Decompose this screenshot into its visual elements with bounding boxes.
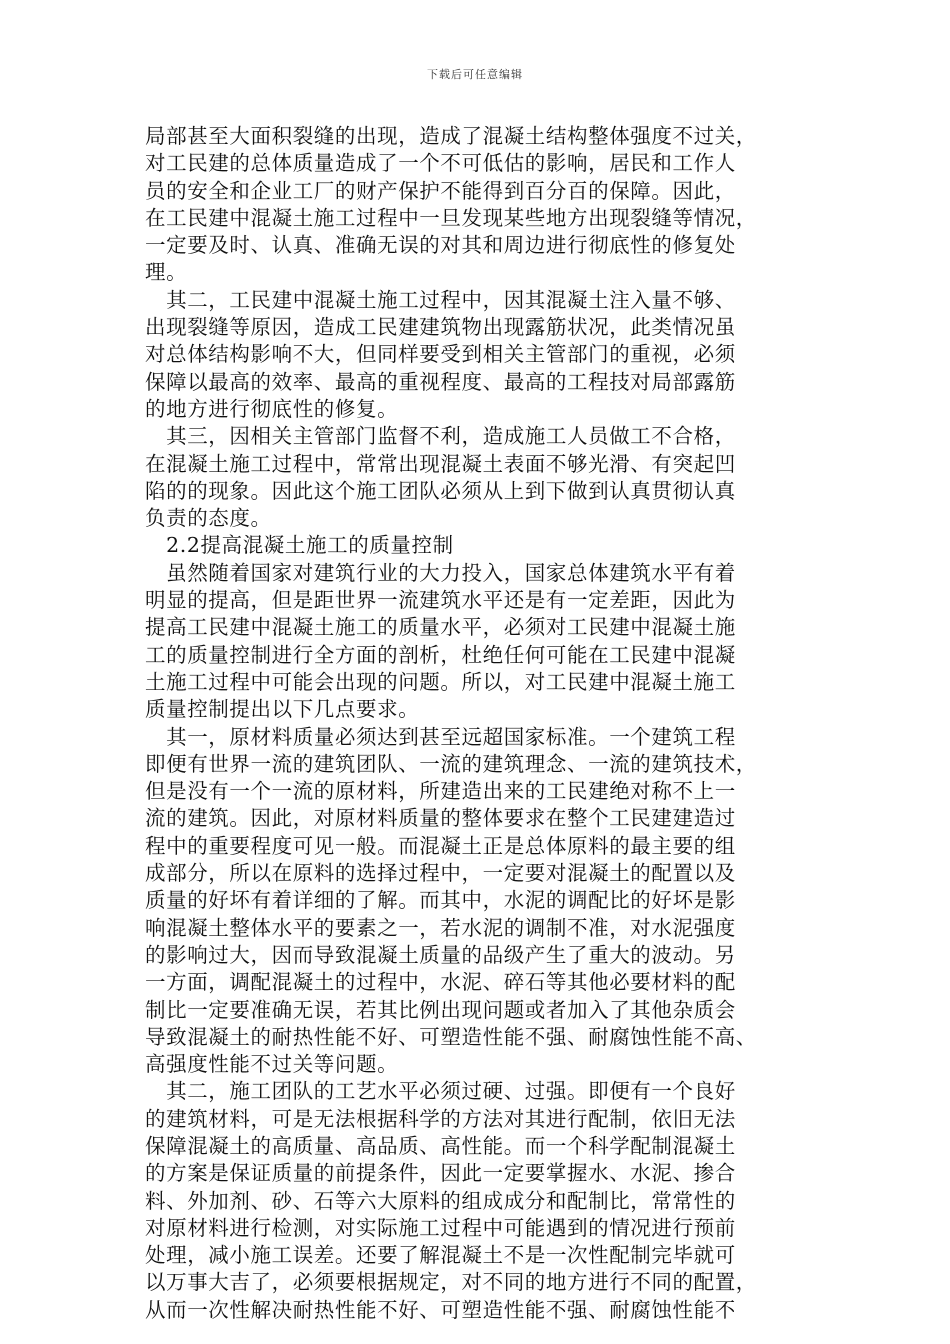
text-line: 的地方进行彻底性的修复。 <box>145 396 399 421</box>
text-line: 对工民建的总体质量造成了一个不可低估的影响，居民和工作人 <box>145 151 736 176</box>
text-line: 质量控制提出以下几点要求。 <box>145 697 420 722</box>
text-line: 虽然随着国家对建筑行业的大力投入，国家总体建筑水平有着 <box>145 560 736 585</box>
text-line: 员的安全和企业工厂的财产保护不能得到百分百的保障。因此， <box>145 178 736 203</box>
text-line: 提高工民建中混凝土施工的质量水平，必须对工民建中混凝土施 <box>145 615 736 640</box>
document-body <box>145 123 783 1324</box>
text-line: 其三，因相关主管部门监督不利，造成施工人员做工不合格， <box>145 424 736 449</box>
text-line: 局部甚至大面积裂缝的出现，造成了混凝土结构整体强度不过关， <box>145 124 757 148</box>
text-line: 保障混凝土的高质量、高品质、高性能。而一个科学配制混凝土 <box>145 1133 736 1158</box>
text-line: 工的质量控制进行全方面的剖析，杜绝任何可能在工民建中混凝 <box>145 642 736 667</box>
text-line: 理。 <box>145 260 188 285</box>
text-line: 的方案是保证质量的前提条件，因此一定要掌握水、水泥、掺合 <box>145 1161 736 1186</box>
text-line: 从而一次性解决耐热性能不好、可塑造性能不强、耐腐蚀性能不 <box>145 1297 736 1322</box>
text-line: 程中的重要程度可见一般。而混凝土正是总体原料的最主要的组 <box>145 833 736 858</box>
text-line: 出现裂缝等原因，造成工民建建筑物出现露筋状况，此类情况虽 <box>145 315 736 340</box>
page-header: 下载后可任意编辑 <box>427 68 523 81</box>
text-line: 土施工过程中可能会出现的问题。所以，对工民建中混凝土施工 <box>145 669 736 694</box>
text-line: 处理，减小施工误差。还要了解混凝土不是一次性配制完毕就可 <box>145 1243 736 1268</box>
text-line: 一方面，调配混凝土的过程中，水泥、碎石等其他必要材料的配 <box>145 970 736 995</box>
text-line: 的影响过大，因而导致混凝土质量的品级产生了重大的波动。另 <box>145 942 736 967</box>
text-line: 响混凝土整体水平的要素之一，若水泥的调制不准，对水泥强度 <box>145 915 736 940</box>
text-line: 陷的的现象。因此这个施工团队必须从上到下做到认真贯彻认真 <box>145 478 736 503</box>
text-line: 制比一定要准确无误，若其比例出现问题或者加入了其他杂质会 <box>145 997 736 1022</box>
text-line: 在混凝土施工过程中，常常出现混凝土表面不够光滑、有突起凹 <box>145 451 736 476</box>
text-line: 保障以最高的效率、最高的重视程度、最高的工程技对局部露筋 <box>145 369 736 394</box>
text-line: 质量的好坏有着详细的了解。而其中，水泥的调配比的好坏是影 <box>145 888 736 913</box>
text-line: 成部分，所以在原料的选择过程中，一定要对混凝土的配置以及 <box>145 861 736 886</box>
text-line: 流的建筑。因此，对原材料质量的整体要求在整个工民建建造过 <box>145 806 736 831</box>
text-line: 其二，工民建中混凝土施工过程中，因其混凝土注入量不够、 <box>145 287 736 312</box>
section-heading: 2.2提高混凝土施工的质量控制 <box>145 533 454 558</box>
text-line: 料、外加剂、砂、石等六大原料的组成成分和配制比，常常性的 <box>145 1188 736 1213</box>
text-line: 其一，原材料质量必须达到甚至远超国家标准。一个建筑工程 <box>145 724 736 749</box>
text-line: 导致混凝土的耐热性能不好、可塑造性能不强、耐腐蚀性能不高、 <box>145 1024 757 1049</box>
text-line: 在工民建中混凝土施工过程中一旦发现某些地方出现裂缝等情况， <box>145 205 757 230</box>
text-line: 即便有世界一流的建筑团队、一流的建筑理念、一流的建筑技术， <box>145 751 757 776</box>
text-line: 负责的态度。 <box>145 506 272 531</box>
text-line: 其二，施工团队的工艺水平必须过硬、过强。即便有一个良好 <box>145 1079 736 1104</box>
text-line: 对总体结构影响不大，但同样要受到相关主管部门的重视，必须 <box>145 342 736 367</box>
text-line: 但是没有一个一流的原材料，所建造出来的工民建绝对称不上一 <box>145 779 736 804</box>
text-line: 对原材料进行检测，对实际施工过程中可能遇到的情况进行预前 <box>145 1215 736 1240</box>
text-line: 的建筑材料，可是无法根据科学的方法对其进行配制，依旧无法 <box>145 1106 736 1131</box>
text-line: 高强度性能不过关等问题。 <box>145 1052 399 1077</box>
text-line: 明显的提高，但是距世界一流建筑水平还是有一定差距，因此为 <box>145 588 736 613</box>
text-line: 以万事大吉了，必须要根据规定，对不同的地方进行不同的配置， <box>145 1270 757 1295</box>
text-line: 一定要及时、认真、准确无误的对其和周边进行彻底性的修复处 <box>145 233 736 258</box>
